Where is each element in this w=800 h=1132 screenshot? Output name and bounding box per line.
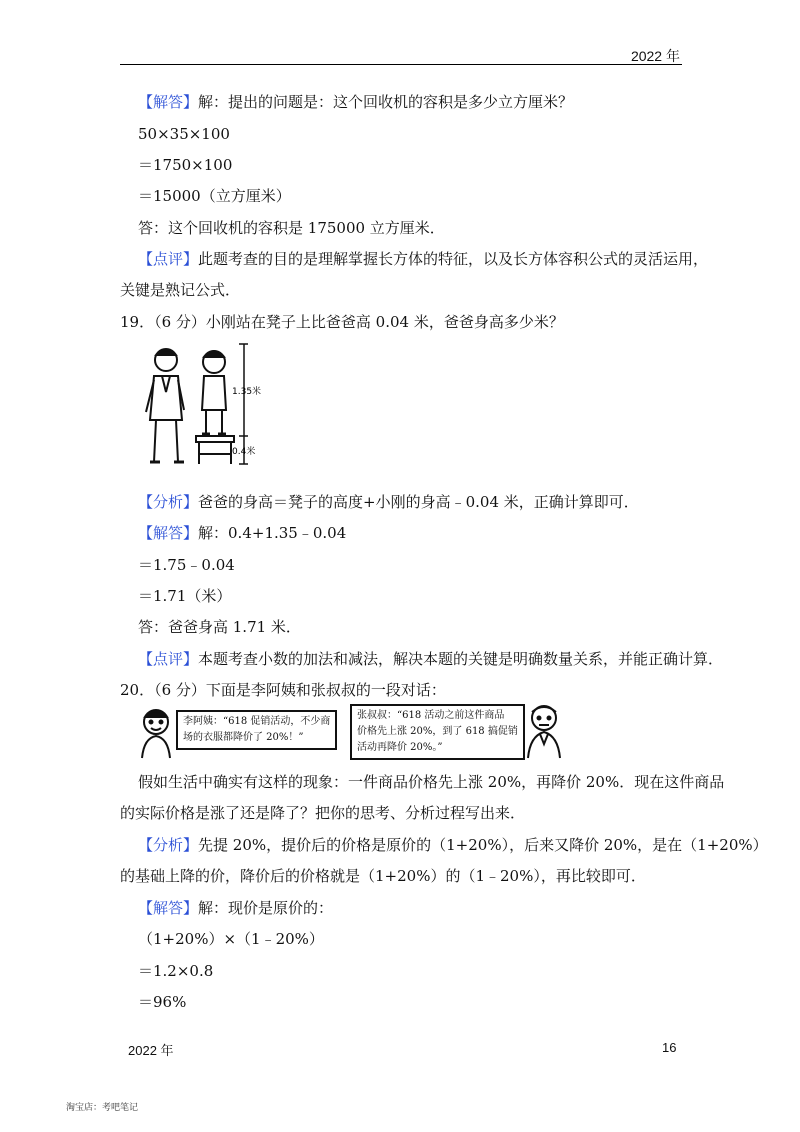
analysis-tag: 【分析】 [138, 493, 199, 511]
q19-question: 19．（6 分）小刚站在凳子上比爸爸高 0.04 米，爸爸身高多少米？ [120, 313, 564, 331]
stool [196, 436, 234, 464]
height-dimension [239, 344, 248, 464]
uncle-zhang-figure [522, 700, 566, 760]
father-son-stool-figure [136, 340, 266, 470]
header-rule [120, 64, 682, 65]
calc-step: ＝1.75﹣0.04 [138, 556, 235, 574]
shop-watermark: 淘宝店：考吧笔记 [66, 1103, 139, 1113]
calc-step: ＝1.71（米） [138, 587, 232, 605]
footer-year: 2022 年 [128, 1043, 174, 1058]
calc-step: ＝15000（立方厘米） [138, 187, 291, 205]
review-text-cont: 关键是熟记公式． [120, 281, 241, 299]
speech-bubble-aunt-li [176, 710, 337, 750]
answer-tag: 【解答】 [138, 524, 199, 542]
analysis-tag: 【分析】 [138, 836, 199, 854]
review-text: 此题考查的目的是理解掌握长方体的特征，以及长方体容积公式的灵活运用， [198, 250, 709, 268]
son-figure [202, 351, 226, 434]
analysis-text-cont: 的基础上降的价，降价后的价格就是（1+20%）的（1﹣20%），再比较即可． [120, 867, 646, 885]
height-lower-label: 0.4米 [232, 447, 256, 457]
calc-step: ＝1.2×0.8 [138, 962, 214, 980]
answer-tag: 【解答】 [138, 93, 199, 111]
answer-conclusion: 答：爸爸身高 1.71 米． [138, 618, 301, 636]
answer-text: 解：提出的问题是：这个回收机的容积是多少立方厘米？ [198, 93, 574, 111]
calc-step: （1+20%）×（1﹣20%） [138, 930, 324, 948]
bubble-line: 张叔叔：“618 活动之前这件商品 [357, 710, 505, 721]
calc-step: ＝1750×100 [138, 156, 233, 174]
q20-body: 假如生活中确实有这样的现象：一件商品价格先上涨 20%，再降价 20%．现在这件商品 [138, 773, 725, 791]
q20-question: 20．（6 分）下面是李阿姨和张叔叔的一段对话： [120, 681, 446, 699]
q19-analysis-line [138, 492, 639, 512]
bubble-line: 李阿姨：“618 促销活动，不少商 [183, 716, 331, 727]
answer-text: 解：现价是原价的： [198, 899, 334, 917]
bubble-line: 场的衣服都降价了 20%！” [183, 732, 304, 743]
q19-answer-line [138, 523, 346, 543]
header-year: 2022 年 [630, 48, 680, 64]
q20-analysis-line [138, 835, 768, 855]
q19-review-line [138, 649, 723, 669]
father-figure [146, 349, 184, 462]
q20-answer-line [138, 898, 333, 918]
aunt-li-figure [136, 704, 176, 760]
page-number: 16 [662, 1040, 677, 1055]
answer-tag: 【解答】 [138, 899, 199, 917]
height-upper-label: 1.35米 [232, 387, 262, 397]
analysis-text: 爸爸的身高＝凳子的高度+小刚的身高﹣0.04 米，正确计算即可． [198, 493, 639, 511]
q20-body-cont: 的实际价格是涨了还是降了？把你的思考、分析过程写出来． [120, 804, 526, 822]
bubble-line: 价格先上涨 20%，到了 618 搞促销 [357, 726, 518, 737]
answer-conclusion: 答：这个回收机的容积是 175000 立方厘米． [138, 219, 445, 237]
q18-review-line [138, 249, 708, 269]
calc-step: ＝96% [138, 993, 187, 1011]
q18-answer-line [138, 92, 573, 112]
review-tag: 【点评】 [138, 250, 199, 268]
calc-step: 50×35×100 [138, 125, 230, 143]
bubble-line: 活动再降价 20%。” [357, 742, 443, 753]
review-tag: 【点评】 [138, 650, 199, 668]
speech-bubble-uncle-zhang [350, 704, 525, 760]
answer-text: 解：0.4+1.35﹣0.04 [198, 524, 347, 542]
review-text: 本题考查小数的加法和减法，解决本题的关键是明确数量关系，并能正确计算． [198, 650, 724, 668]
analysis-text: 先提 20%，提价后的价格是原价的（1+20%），后来又降价 20%，是在（1+20%） [198, 836, 768, 854]
